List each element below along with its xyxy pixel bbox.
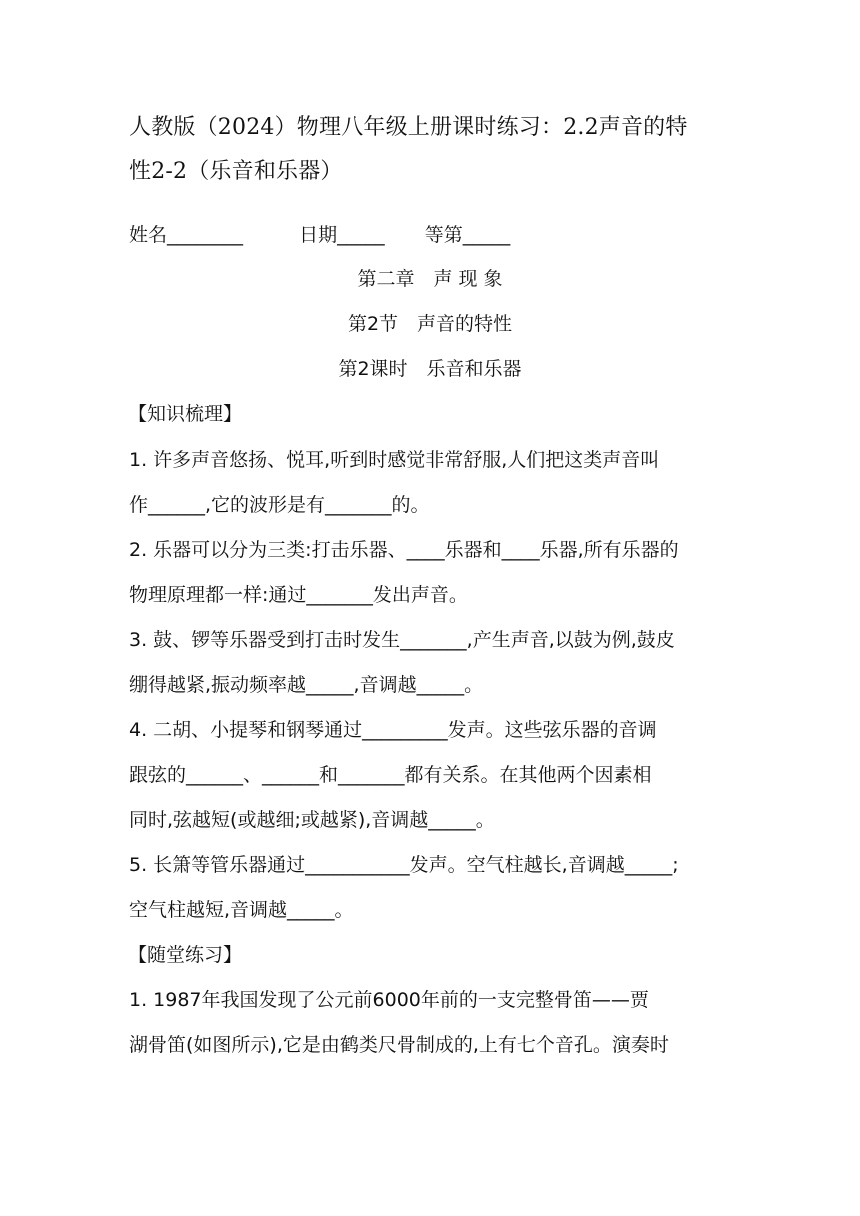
chapter-heading: 第二章 声 现 象 bbox=[357, 268, 503, 290]
date-field: 日期_____ bbox=[299, 224, 385, 246]
practice-heading: 【随堂练习】 bbox=[128, 944, 243, 966]
knowledge-line: 绷得越紧,振动频率越_____,音调越_____。 bbox=[129, 674, 484, 696]
knowledge-line: 作______,它的波形是有_______的。 bbox=[129, 494, 430, 516]
section-heading: 第2节 声音的特性 bbox=[347, 313, 513, 335]
knowledge-line: 3. 鼓、锣等乐器受到打击时发生_______,产生声音,以鼓为例,鼓皮 bbox=[129, 629, 675, 651]
practice-line: 湖骨笛(如图所示),它是由鹤类尺骨制成的,上有七个音孔。演奏时 bbox=[129, 1034, 669, 1056]
knowledge-line: 空气柱越短,音调越_____。 bbox=[129, 899, 354, 921]
knowledge-line: 5. 长箫等管乐器通过___________发声。空气柱越长,音调越_____; bbox=[129, 854, 679, 876]
worksheet-title bbox=[129, 106, 739, 194]
title-line-1: 人教版（2024）物理八年级上册课时练习：2.2声音的特 bbox=[129, 115, 688, 140]
knowledge-line: 跟弦的______、______和_______都有关系。在其他两个因素相 bbox=[129, 764, 652, 786]
knowledge-line: 1. 许多声音悠扬、悦耳,听到时感觉非常舒服,人们把这类声音叫 bbox=[129, 449, 660, 471]
title-line-2: 性2-2（乐音和乐器） bbox=[129, 159, 343, 184]
knowledge-line: 4. 二胡、小提琴和钢琴通过_________发声。这些弦乐器的音调 bbox=[129, 719, 657, 741]
lesson-heading: 第2课时 乐音和乐器 bbox=[338, 358, 522, 380]
student-info-row bbox=[129, 221, 739, 249]
knowledge-line: 同时,弦越短(或越细;或越紧),音调越_____。 bbox=[129, 809, 495, 831]
name-field: 姓名________ bbox=[129, 224, 244, 246]
grade-field: 等第_____ bbox=[424, 224, 511, 246]
knowledge-line: 2. 乐器可以分为三类:打击乐器、____乐器和____乐器,所有乐器的 bbox=[129, 539, 679, 561]
knowledge-heading: 【知识梳理】 bbox=[128, 403, 243, 425]
practice-line: 1. 1987年我国发现了公元前6000年前的一支完整骨笛——贾 bbox=[129, 989, 649, 1011]
knowledge-line: 物理原理都一样:通过_______发出声音。 bbox=[129, 584, 468, 606]
